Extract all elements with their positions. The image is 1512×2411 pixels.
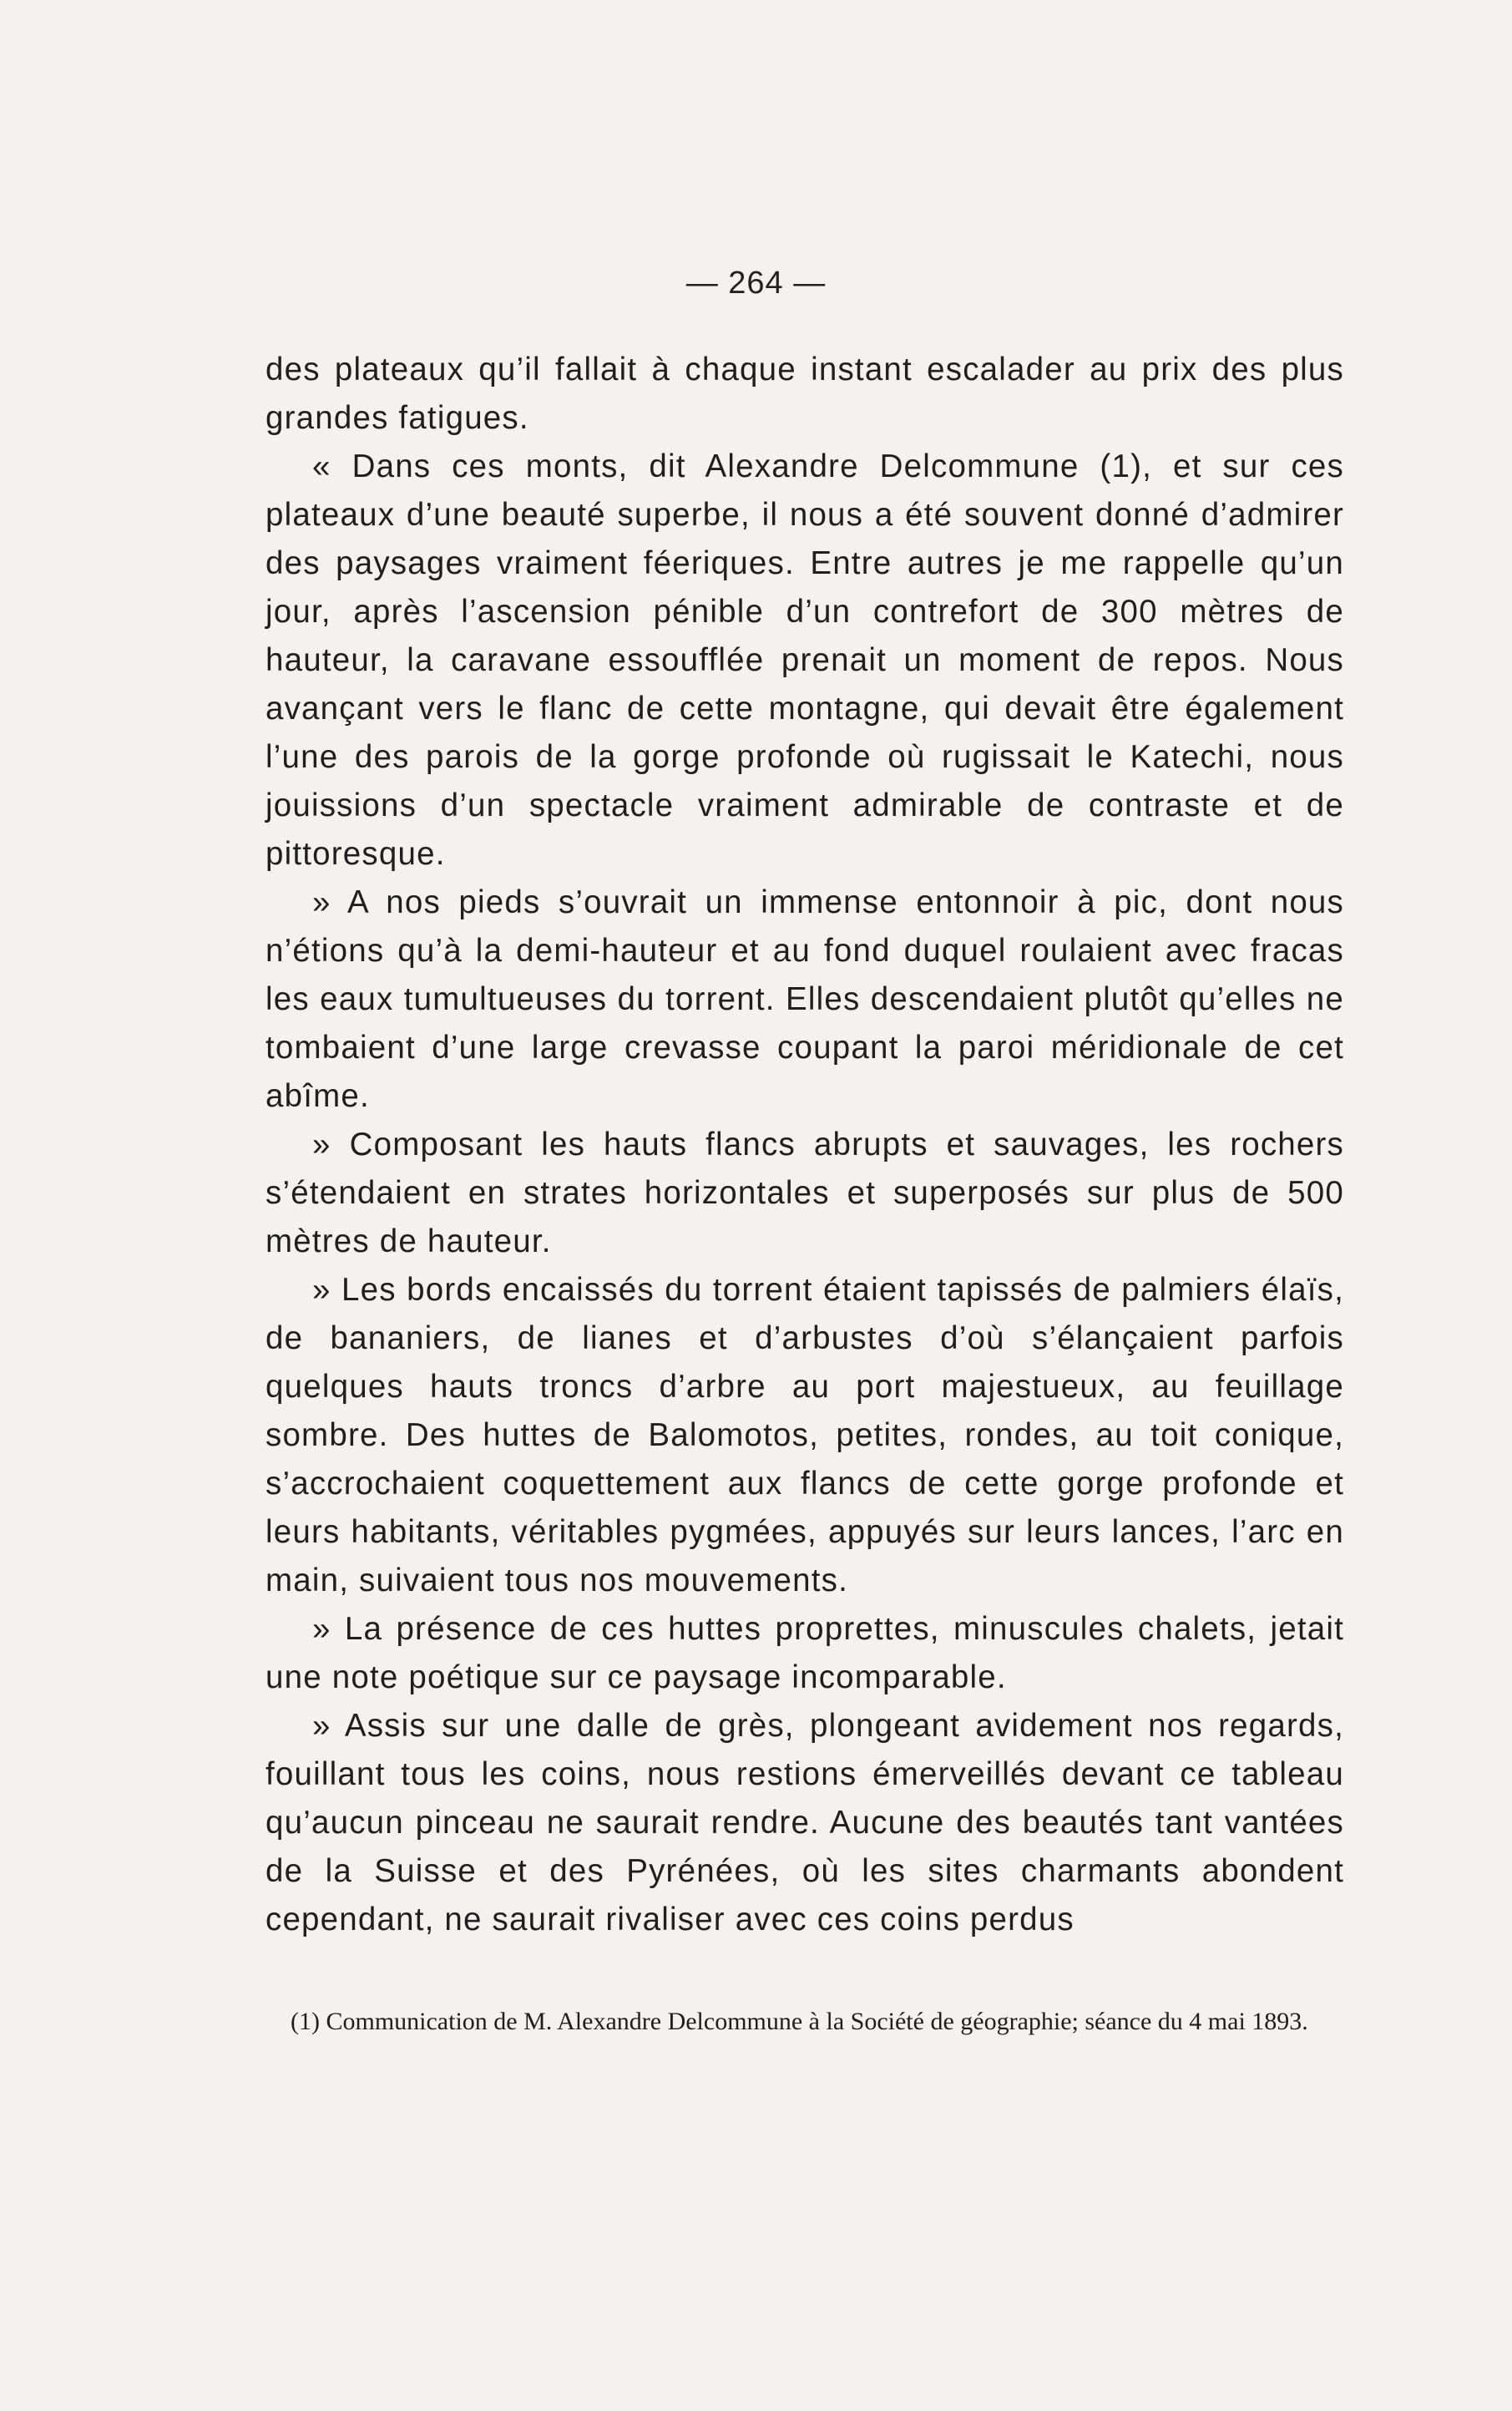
paragraph-2: « Dans ces monts, dit Alexandre Delcommune (1), et sur ces plateaux d’une beauté superbe, il nous a été souvent donné d’admirer des paysages vraiment féeriques. Entre autres je me rappelle qu’un jour, après l’ascension pénible d’un contrefort de 300 mètres de hauteur, la caravane essoufflée prenait un moment de repos. Nous avançant vers le flanc de cette montagne, qui devait être également l’une des parois de la gorge profonde où rugissait le Katechi, nous jouissions d’un spectacle vraiment admirable de contraste et de pittoresque. xyxy=(265,448,1344,872)
body-text xyxy=(265,346,1344,1944)
paragraph-1: des plateaux qu’il fallait à chaque instant escalader au prix des plus grandes fatigues. xyxy=(265,352,1344,436)
page-number: — 264 — xyxy=(685,266,827,301)
footnote-text: (1) Communication de M. Alexandre Delcommune à la Société de géographie; séance du 4 mai 1893. xyxy=(291,2008,1308,2035)
paragraph-5: » Les bords encaissés du torrent étaient tapissés de palmiers élaïs, de bananiers, de lianes et d’arbustes d’où s’élançaient parfois quelques hauts troncs d’arbre au port majestueux, au feuillage sombre. Des huttes de Balomotos, petites, rondes, au toit conique, s’accrochaient coquettement aux flancs de cette gorge profonde et leurs habitants, véritables pygmées, appuyés sur leurs lances, l’arc en main, suivaient tous nos mouvements. xyxy=(265,1272,1344,1598)
paragraph-4: » Composant les hauts flancs abrupts et sauvages, les rochers s’étendaient en strates horizontales et superposés sur plus de 500 mètres de hauteur. xyxy=(265,1127,1344,1259)
paragraph-6: » La présence de ces huttes proprettes, minuscules chalets, jetait une note poétique sur ce paysage incomparable. xyxy=(265,1611,1344,1695)
footnote xyxy=(265,2006,1344,2038)
paragraph-7: » Assis sur une dalle de grès, plongeant avidement nos regards, fouillant tous les coins, nous restions émerveillés devant ce tableau qu’aucun pinceau ne saurait rendre. Aucune des beautés tant vantées de la Suisse et des Pyrénées, où les sites charmants abondent cependant, ne saurait rivaliser avec ces coins perdus xyxy=(265,1708,1344,1937)
paragraph-3: » A nos pieds s’ouvrait un immense entonnoir à pic, dont nous n’étions qu’à la demi-hauteur et au fond duquel roulaient avec fracas les eaux tumultueuses du torrent. Elles descendaient plutôt qu’elles ne tombaient d’une large crevasse coupant la paroi méridionale de cet abîme. xyxy=(265,884,1344,1114)
